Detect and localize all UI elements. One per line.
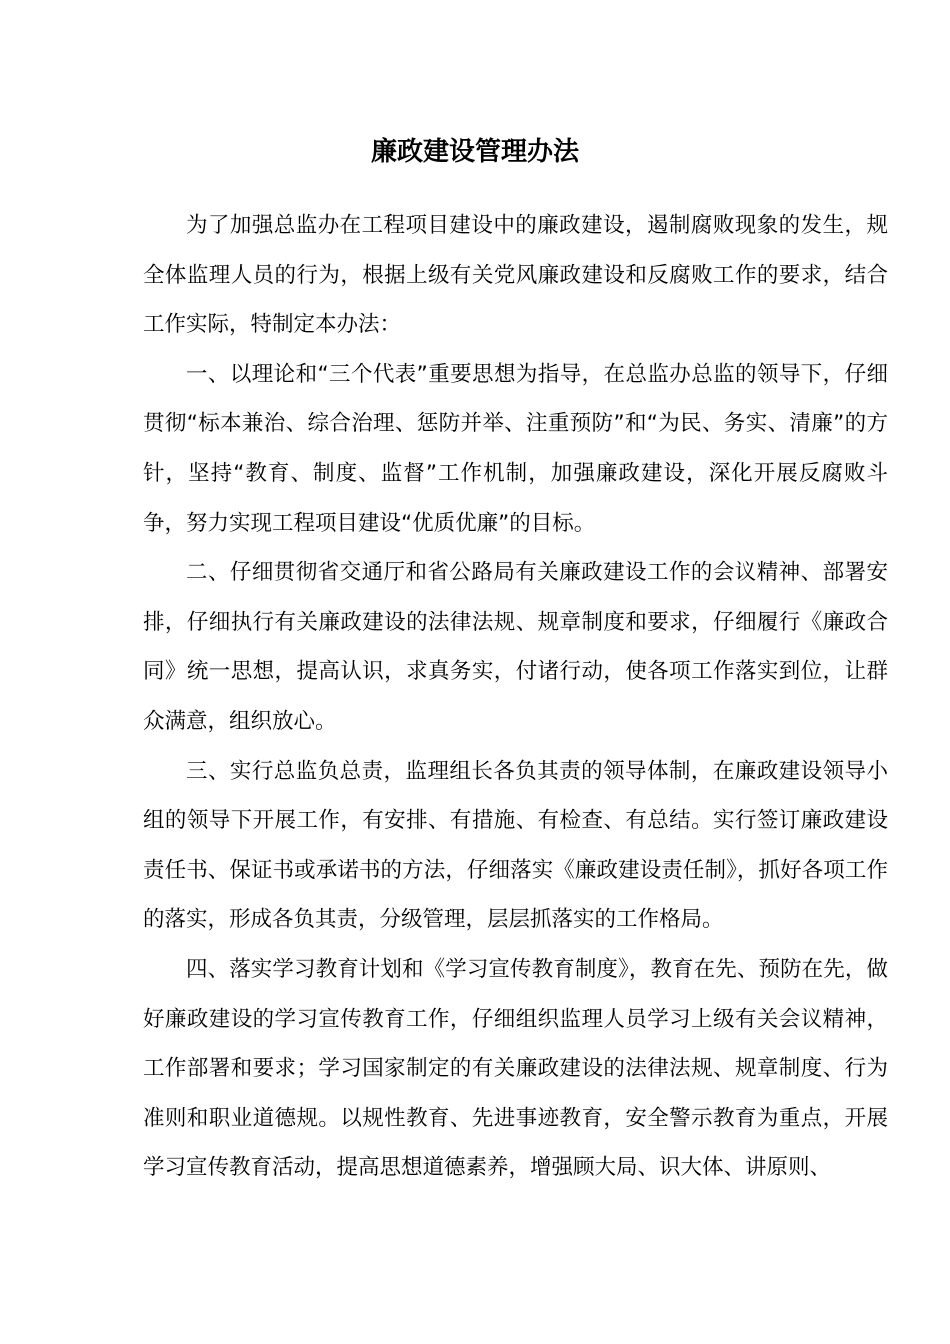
paragraph-section-3: 三、实行总监负总责，监理组长各负其责的领导体制，在廉政建设领导小组的领导下开展工作，有安排、有措施、有检查、有总结。实行签订廉政建设责任书、保证书或承诺书的方法，仔细落实《廉政建设责任制》，抓好各项工作的落实，形成各负其责，分级管理，层层抓落实的工作格局。 — [143, 758, 888, 933]
document-body — [143, 201, 888, 1193]
paragraph-section-1: 一、以理论和“三个代表”重要思想为指导，在总监办总监的领导下，仔细贯彻“标本兼治、综合治理、惩防并举、注重预防”和“为民、务实、清廉”的方针，坚持“教育、制度、监督”工作机制，加强廉政建设，深化开展反腐败斗争，努力实现工程项目建设“优质优廉”的目标。 — [143, 361, 888, 536]
paragraph-section-4: 四、落实学习教育计划和《学习宣传教育制度》，教育在先、预防在先，做好廉政建设的学习宣传教育工作，仔细组织监理人员学习上级有关会议精神，工作部署和要求；学习国家制定的有关廉政建设的法律法规、规章制度、行为准则和职业道德规。以规性教育、先进事迹教育，安全警示教育为重点，开展学习宣传教育活动，提高思想道德素养，增强顾大局、识大体、讲原则、 — [143, 956, 888, 1181]
paragraph-intro: 为了加强总监办在工程项目建设中的廉政建设，遏制腐败现象的发生，规全体监理人员的行为，根据上级有关党风廉政建设和反腐败工作的要求，结合工作实际，特制定本办法： — [143, 213, 888, 338]
paragraph-section-2: 二、仔细贯彻省交通厅和省公路局有关廉政建设工作的会议精神、部署安排，仔细执行有关廉政建设的法律法规、规章制度和要求，仔细履行《廉政合同》统一思想，提高认识，求真务实，付诸行动，使各项工作落实到位，让群众满意，组织放心。 — [143, 560, 888, 734]
document-title: 廉政建设管理办法 — [370, 137, 579, 167]
